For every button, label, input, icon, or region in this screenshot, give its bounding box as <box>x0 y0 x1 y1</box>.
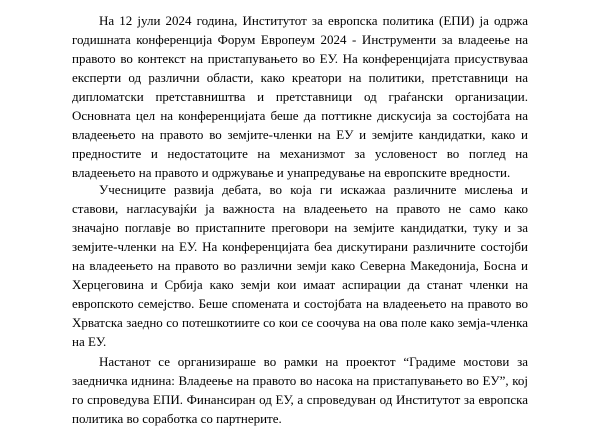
paragraph-conference-intro: На 12 јули 2024 година, Институтот за европска политика (ЕПИ) ја одржа годишната конференција Форум Европеум 2024 - Инструменти за владеење на правото во контекст на пристапувањето во ЕУ. На конференцијата присуствуваа експерти од различни области, како креатори на политики, претставници на дипломатски претставништва и претставници од граѓански организации. Основната цел на конференцијата беше да поттикне дискусија за состојбата на владеењето на правото во земјите-членки на ЕУ и земјите кандидатки, како и предностите и недостатоците на механизмот за условеност во поглед на владеењето на правото и одржување и унапредување на европските вредности. <box>72 13 528 180</box>
paragraph-project-info: Настанот се организираше во рамки на проектот “Градиме мостови за заедничка иднина: Владеење на правото во насока на пристапувањето во ЕУ”, кој го спроведува ЕПИ. Финансиран од ЕУ, а спроведуван од Институтот за европска политика во соработка со партнерите. <box>72 354 528 426</box>
paragraph-debate-summary: Учесниците развија дебата, во која ги искажаа различните мислења и ставови, нагласувајќи ја важноста на владеењето на правото не само како значајно поглавје во пристапните преговори на земјите кандидатки, туку и за земјите-членки на ЕУ. На конференцијата беа дискутирани различните состојби на владеењето на правото во различни земји како Северна Македонија, Босна и Херцеговина и Србија како земји кои имаат аспирации да станат членки на европското семејство. Беше спомената и состојбата на владеењето на правото во Хрватска заедно со потешкотиите со кои се соочува на ова поле како земја-членка на ЕУ. <box>72 182 528 349</box>
